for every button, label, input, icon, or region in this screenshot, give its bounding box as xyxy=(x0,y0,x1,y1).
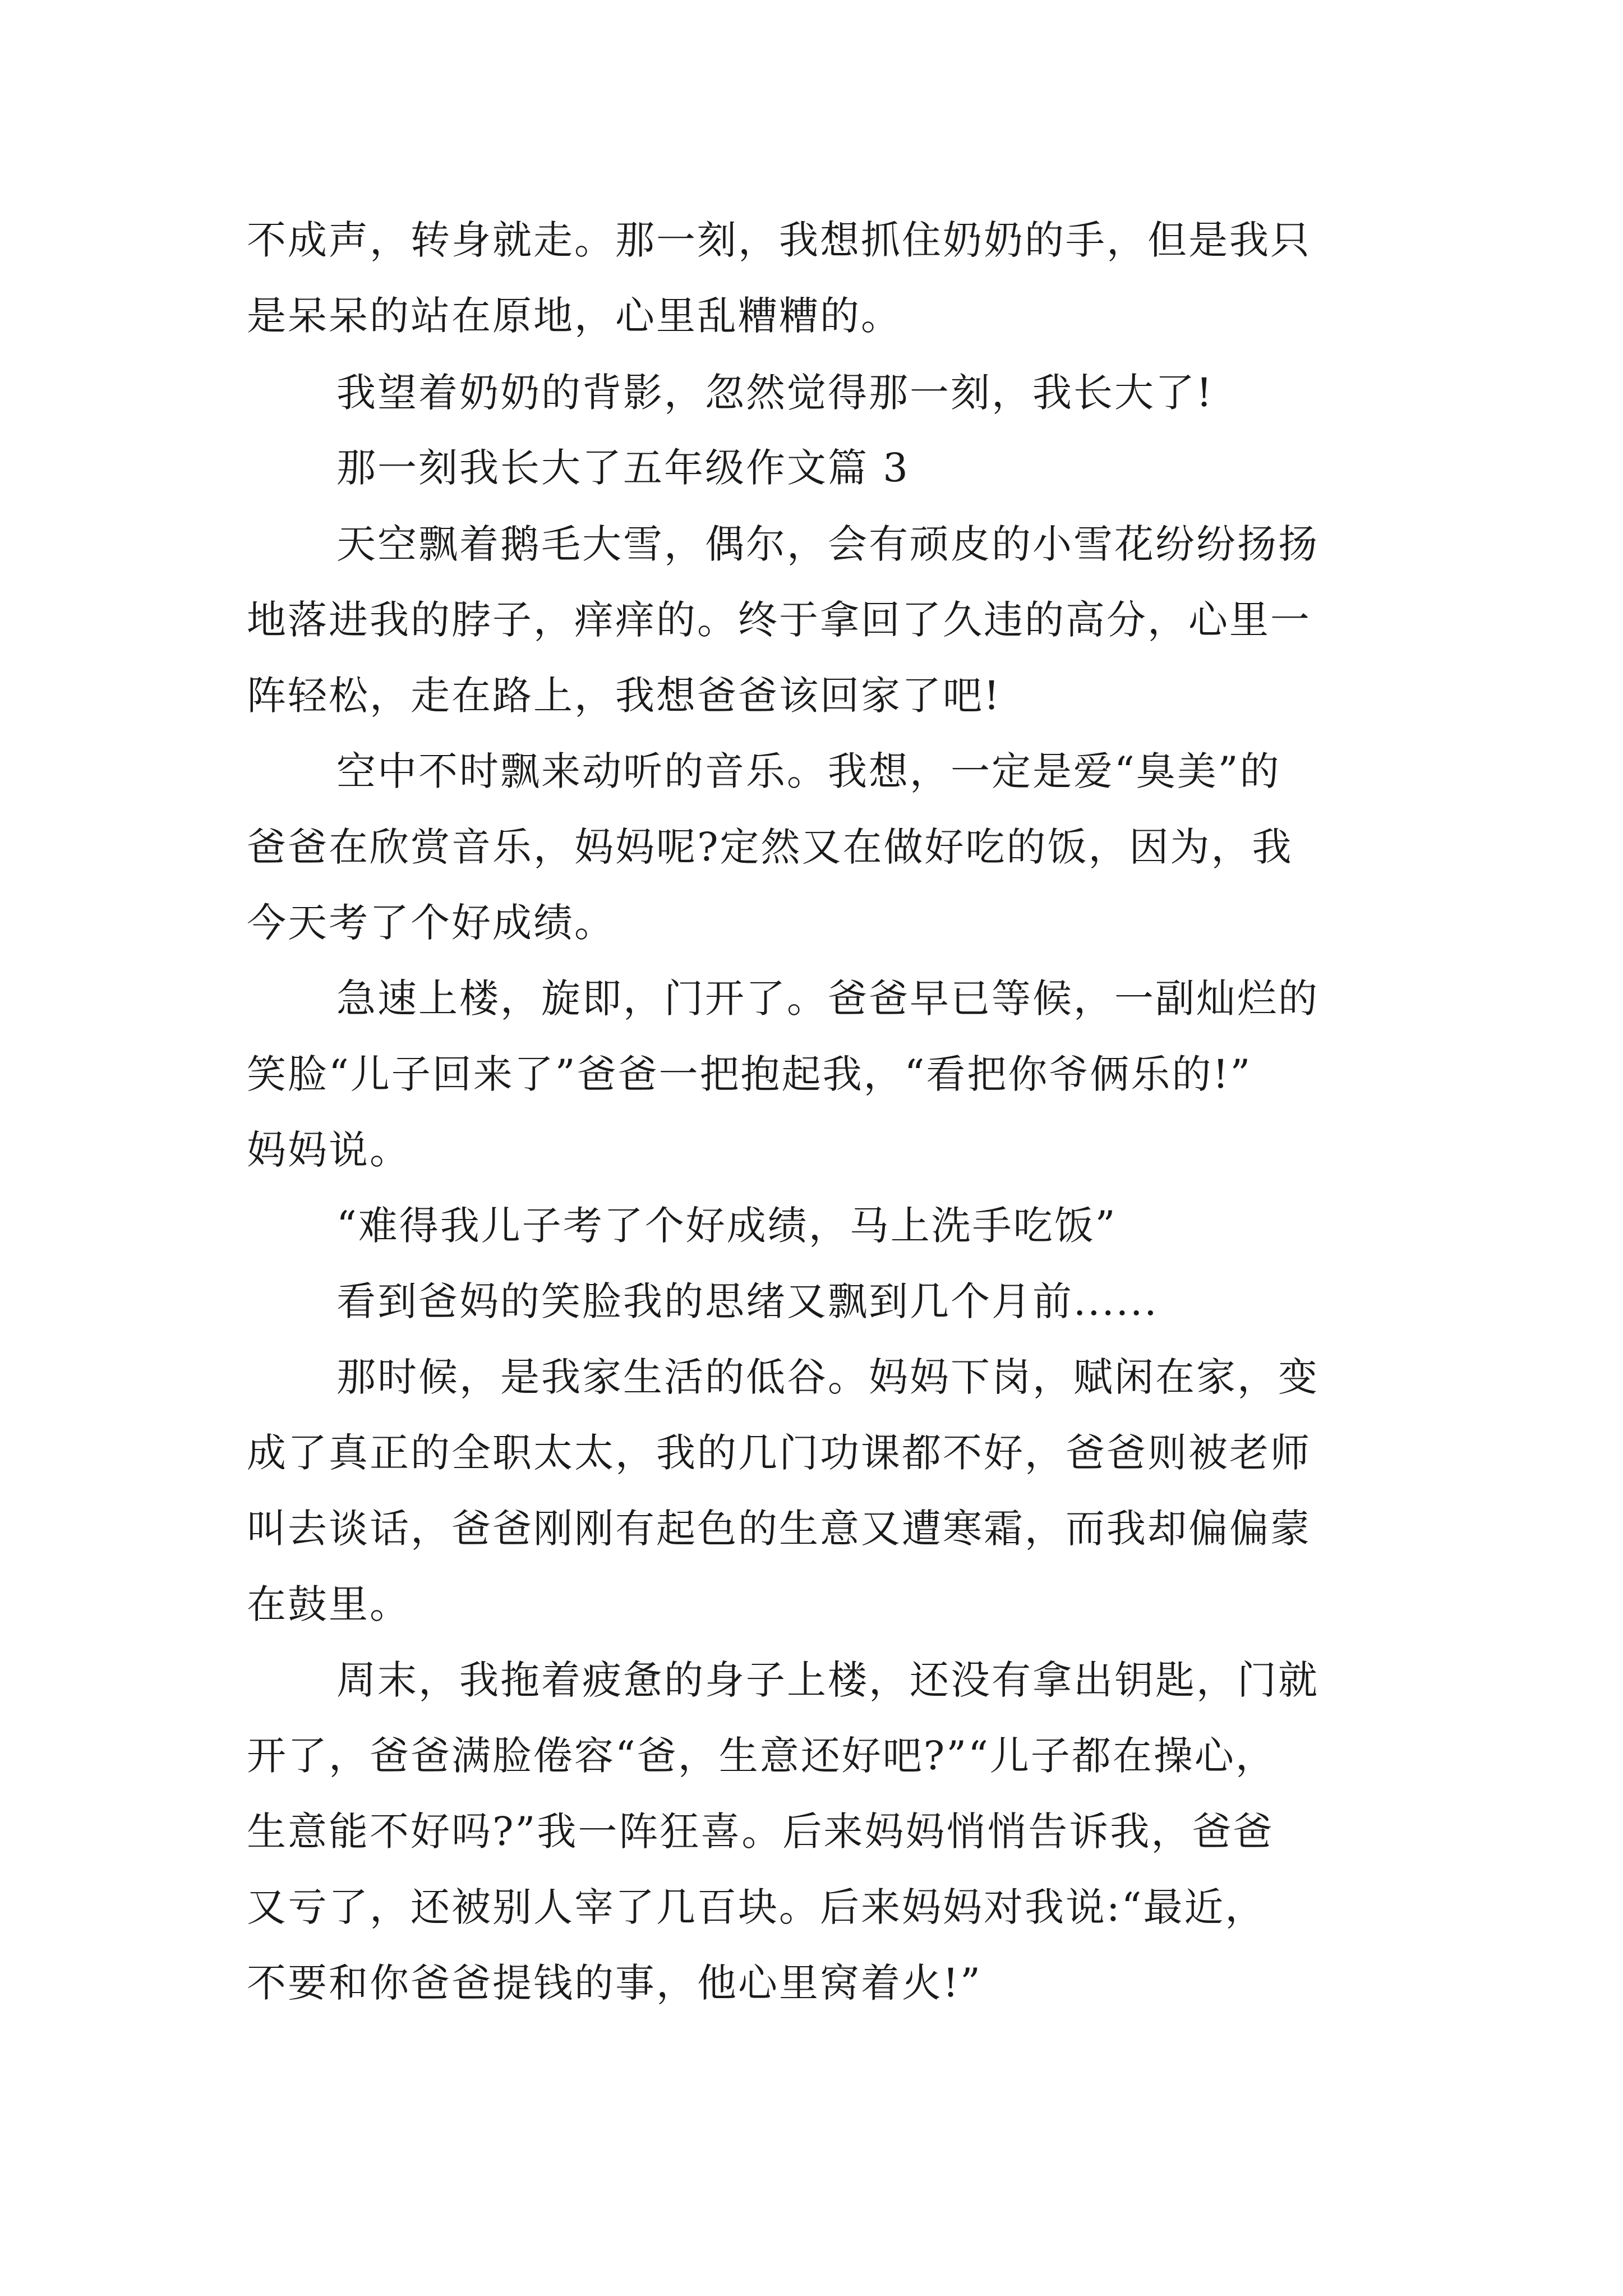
text-line: 又亏了，还被别人宰了几百块。后来妈妈对我说:“最近， xyxy=(247,1884,1266,1930)
text-line: 周末，我拖着疲惫的身子上楼，还没有拿出钥匙，门就 xyxy=(336,1657,1319,1703)
text-line: 不要和你爸爸提钱的事，他心里窝着火!” xyxy=(247,1960,982,2006)
text-line: 叫去谈话，爸爸刚刚有起色的生意又遭寒霜，而我却偏偏蒙 xyxy=(247,1506,1311,1552)
text-line: 开了，爸爸满脸倦容“爸，生意还好吧?”“儿子都在操心， xyxy=(247,1733,1276,1779)
text-line: 天空飘着鹅毛大雪，偶尔，会有顽皮的小雪花纷纷扬扬 xyxy=(336,521,1319,567)
text-line: 那时候，是我家生活的低谷。妈妈下岗，赋闲在家，变 xyxy=(336,1354,1319,1400)
section-heading: 那一刻我长大了五年级作文篇 3 xyxy=(336,445,910,491)
text-line: 看到爸妈的笑脸我的思绪又飘到几个月前...... xyxy=(336,1278,1159,1324)
text-line: 空中不时飘来动听的音乐。我想，一定是爱“臭美”的 xyxy=(336,748,1281,794)
text-line: 阵轻松，走在路上，我想爸爸该回家了吧! xyxy=(247,673,1002,719)
text-line: 生意能不好吗?”我一阵狂喜。后来妈妈悄悄告诉我，爸爸 xyxy=(247,1809,1274,1855)
text-line: 笑脸“儿子回来了”爸爸一把抱起我，“看把你爷俩乐的!” xyxy=(247,1051,1252,1097)
text-line: 爸爸在欣赏音乐，妈妈呢?定然又在做好吃的饭，因为，我 xyxy=(247,824,1293,870)
text-line: 是呆呆的站在原地，心里乱糟糟的。 xyxy=(247,293,902,339)
text-line: 我望着奶奶的背影，忽然觉得那一刻，我长大了! xyxy=(336,370,1214,416)
text-line: 不成声，转身就走。那一刻，我想抓住奶奶的手，但是我只 xyxy=(247,217,1311,263)
text-line: 在鼓里。 xyxy=(247,1581,411,1627)
text-line: 急速上楼，旋即，门开了。爸爸早已等候，一副灿烂的 xyxy=(336,976,1319,1022)
text-line: 地落进我的脖子，痒痒的。终于拿回了久违的高分，心里一 xyxy=(247,597,1311,643)
text-line: 今天考了个好成绩。 xyxy=(247,900,615,946)
text-line: 妈妈说。 xyxy=(247,1127,411,1173)
text-line: “难得我儿子考了个好成绩，马上洗手吃饭” xyxy=(336,1203,1117,1249)
text-line: 成了真正的全职太太，我的几门功课都不好，爸爸则被老师 xyxy=(247,1430,1311,1476)
